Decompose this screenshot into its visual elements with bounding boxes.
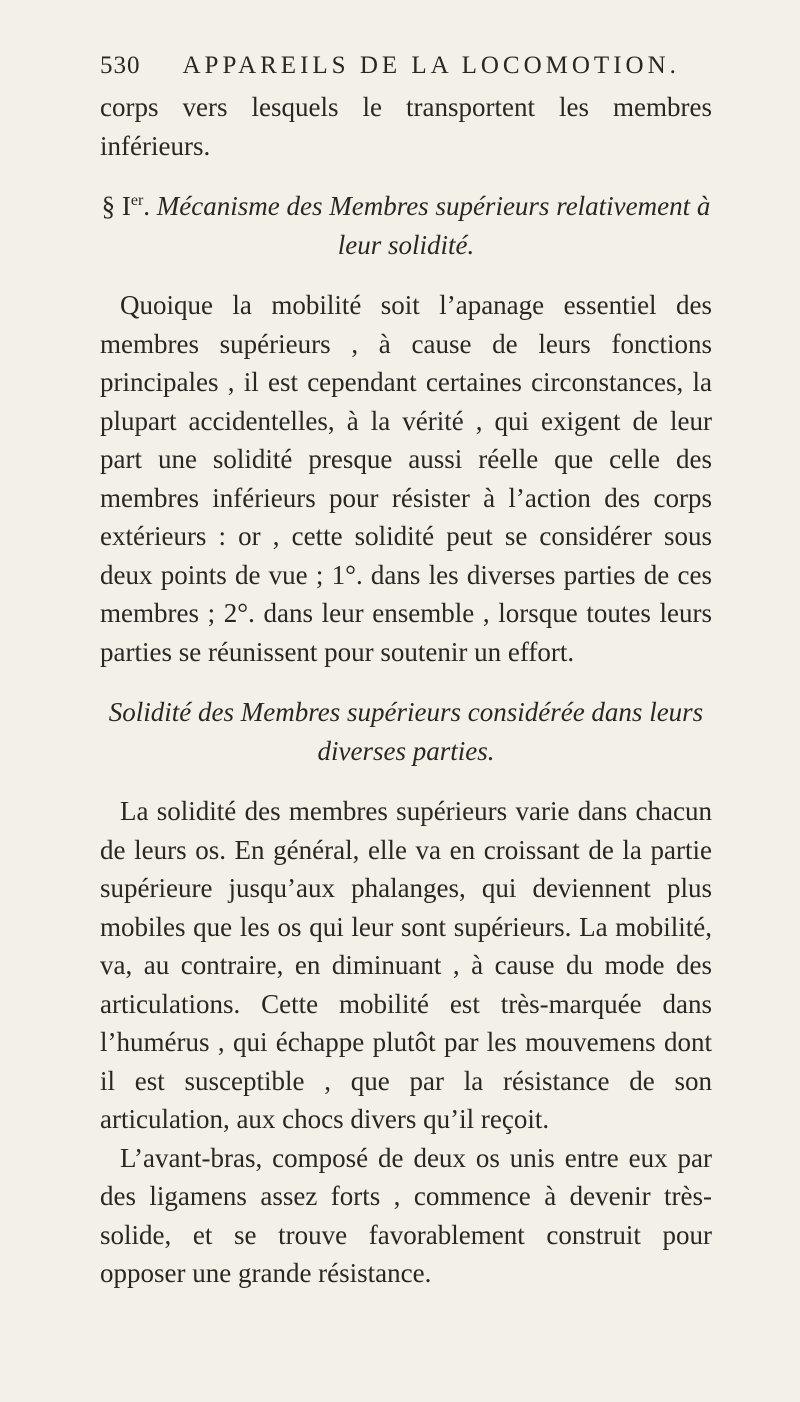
- running-title: APPAREILS DE LA LOCOMOTION.: [182, 52, 680, 79]
- paragraph-2: La solidité des membres supérieurs varie dans chacun de leurs os. En général, elle va en croissant de la partie supérieure jusqu’aux phalanges, qui deviennent plus mobiles que les os qui leur sont supérieurs. La mobilité, va, au contraire, en diminuant , à cause du mode des articulations. Cette mobilité est très-marquée dans l’humérus , qui échappe plutôt par les mouvemens dont il est susceptible , que par la résistance de son articulation, aux chocs divers qu’il reçoit.: [100, 796, 712, 1134]
- section-mark-superscript: er: [130, 192, 144, 209]
- carryover-text: corps vers lesquels le transportent les membres inférieurs.: [100, 92, 712, 161]
- page-number: 530: [100, 52, 141, 79]
- section-title: Mécanisme des Membres supérieurs relativement à leur solidité.: [156, 191, 711, 260]
- page-header: [100, 52, 712, 80]
- section-heading: § Ier. Mécanisme des Membres supérieurs relativement à leur solidité.: [101, 191, 711, 260]
- paragraph-1: Quoique la mobilité soit l’apanage essentiel des membres supérieurs , à cause de leurs fonctions principales , il est cependant certaines circonstances, la plupart accidentelles, à la vérité , qui exigent de leur part une solidité presque aussi réelle que celle des membres inférieurs pour résister à l’action des corps extérieurs : or , cette solidité peut se considérer sous deux points de vue ; 1°. dans les diverses parties de ces membres ; 2°. dans leur ensemble , lorsque toutes leurs parties se réunissent pour soutenir un effort.: [100, 290, 712, 667]
- paragraph-3: L’avant-bras, composé de deux os unis entre eux par des ligamens assez forts , commence à devenir très-solide, et se trouve favorablement construit pour opposer une grande résistance.: [100, 1142, 712, 1288]
- subsection-title: Solidité des Membres supérieurs considérée dans leurs diverses parties.: [108, 697, 704, 766]
- section-mark: § I: [101, 191, 131, 221]
